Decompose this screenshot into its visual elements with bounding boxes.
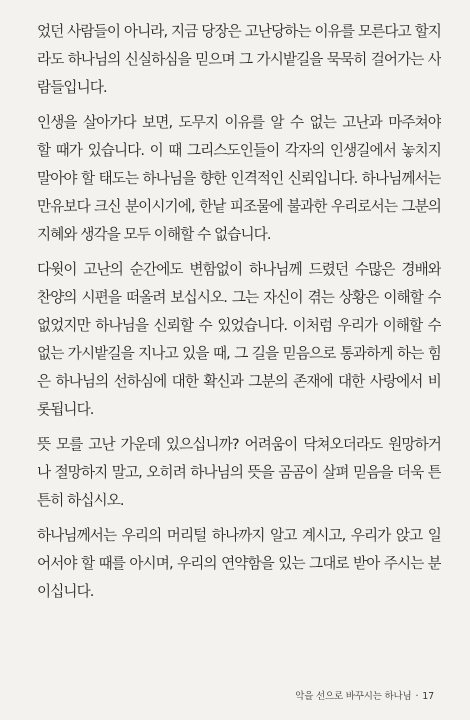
text-line: 없는 가시밭길을 지나고 있을 때, 그 길을 믿음으로 통과하게 하는 힘 xyxy=(37,345,441,362)
text-line: 없었지만 하나님을 신뢰할 수 있었습니다. 이처럼 우리가 이해할 수 xyxy=(37,317,441,334)
footer-separator: · xyxy=(415,691,419,702)
text-line: 라도 하나님의 신실하심을 믿으며 그 가시밭길을 묵묵히 걸어가는 사 xyxy=(37,51,441,68)
paragraph-4 xyxy=(37,431,441,515)
text-line: 만유보다 크신 분이시기에, 한낱 피조물에 불과한 우리로서는 그분의 xyxy=(37,198,441,215)
text-line: 하나님께서는 우리의 머리털 하나까지 알고 계시고, 우리가 앉고 일 xyxy=(37,527,441,544)
text-line: 롯됩니다. xyxy=(37,401,94,418)
text-line: 은 하나님의 선하심에 대한 확신과 그분의 존재에 대한 사랑에서 비 xyxy=(37,373,441,390)
text-line: 이십니다. xyxy=(37,583,94,600)
text-line: 람들입니다. xyxy=(37,79,107,96)
text-line: 지혜와 생각을 모두 이해할 수 없습니다. xyxy=(37,226,271,243)
text-line: 나 절망하지 말고, 오히려 하나님의 뜻을 곰곰이 살펴 믿음을 더욱 튼 xyxy=(37,464,441,481)
text-line: 인생을 살아가다 보면, 도무지 이유를 알 수 없는 고난과 마주쳐야 xyxy=(37,114,441,131)
page-number: 17 xyxy=(422,691,434,702)
text-line: 다윗이 고난의 순간에도 변함없이 하나님께 드렸던 수많은 경배와 xyxy=(37,261,441,278)
paragraph-2 xyxy=(37,109,441,249)
text-line: 찬양의 시편을 떠올려 보십시오. 그는 자신이 겪는 상황은 이해할 수 xyxy=(37,289,441,306)
paragraph-3 xyxy=(37,256,441,424)
running-footer xyxy=(295,688,434,702)
body-text xyxy=(37,18,441,613)
paragraph-5 xyxy=(37,522,441,606)
book-title: 악을 선으로 바꾸시는 하나님 xyxy=(295,691,412,702)
text-line: 었던 사람들이 아니라, 지금 당장은 고난당하는 이유를 모른다고 할지 xyxy=(37,23,441,40)
text-line: 어서야 할 때를 아시며, 우리의 연약함을 있는 그대로 받아 주시는 분 xyxy=(37,555,441,572)
text-line: 뜻 모를 고난 가운데 있으십니까? 어려움이 닥쳐오더라도 원망하거 xyxy=(37,436,441,453)
paragraph-1 xyxy=(37,18,441,102)
text-line: 튼히 하십시오. xyxy=(37,492,124,509)
text-line: 말아야 할 태도는 하나님을 향한 인격적인 신뢰입니다. 하나님께서는 xyxy=(37,170,441,187)
text-line: 할 때가 있습니다. 이 때 그리스도인들이 각자의 인생길에서 놓치지 xyxy=(37,142,441,159)
